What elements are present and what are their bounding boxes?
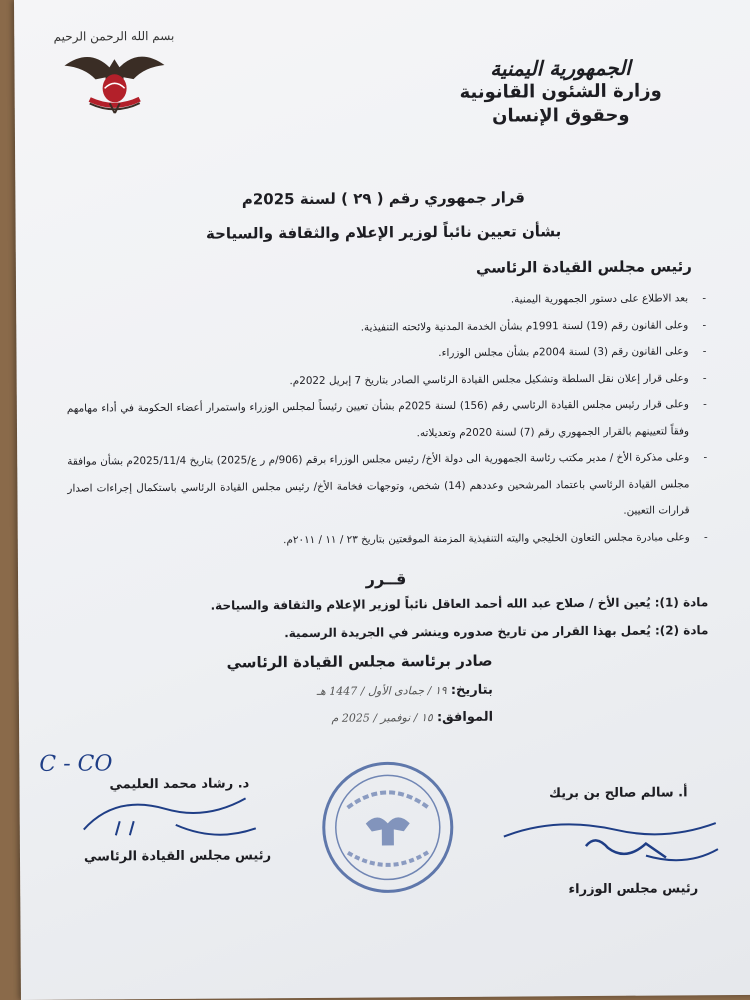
presidential-seal-stamp bbox=[317, 757, 458, 898]
preamble-list bbox=[66, 285, 708, 554]
decree-title: قرار جمهوري رقم ( ٢٩ ) لسنة 2025م bbox=[241, 188, 526, 209]
preamble-item: - وعلى مبادرة مجلس التعاون الخليجي واليته التنفيذية المزمنة الموقعتين بتاريخ ٢٣ / ١١ / ٢٠١١م. bbox=[68, 524, 708, 555]
yemen-eagle-emblem-icon bbox=[59, 43, 169, 114]
hijri-date-label: بتاريخ: bbox=[450, 682, 493, 698]
decree-subject: بشأن تعيين نائباً لوزير الإعلام والثقافة والسياحة bbox=[205, 222, 562, 243]
decides-heading: قــرر bbox=[365, 569, 407, 589]
preamble-item: - وعلى القانون رقم (3) لسنة 2004م بشأن مجلس الوزراء. bbox=[66, 338, 706, 369]
hijri-date-value: ١٩ / جمادى الأول / 1447 هـ bbox=[316, 683, 447, 698]
preamble-item: - وعلى مذكرة الأخ / مدير مكتب رئاسة الجمهورية الى دولة الأخ/ رئيس مجلس الوزراء برقم (906/م ر ع/2025) بتاريخ 2025/11/4م بشأن موافقة مجلس القيادة الرئاسي باعتماد المرشحين وعددهم (14) شخص، وتوجهات فخامة الأخ/ رئيس مجلس القيادة الرئاسي باستكمال إجراءات اصدار قرارات التعيين. bbox=[67, 444, 708, 528]
gregorian-date-value: ١٥ / نوفمبر / 2025 م bbox=[331, 711, 433, 725]
emblem-block bbox=[54, 29, 175, 118]
ministry-name-line1: وزارة الشئون القانونية bbox=[459, 80, 662, 103]
president-name: د. رشاد محمد العليمي bbox=[109, 776, 250, 793]
pm-title: رئيس مجلس الوزراء bbox=[568, 881, 699, 898]
republic-name: الجمهورية اليمنية bbox=[490, 55, 631, 81]
document-page bbox=[14, 0, 750, 1000]
pm-signature bbox=[496, 805, 726, 877]
article-2: مادة (2): يُعمل بهذا القرار من تاريخ صدوره وينشر في الجريدة الرسمية. bbox=[284, 623, 709, 641]
preamble-item: - وعلى القانون رقم (19) لسنة 1991م بشأن الخدمة المدنية ولائحته التنفيذية. bbox=[66, 312, 706, 343]
president-title: رئيس مجلس القيادة الرئاسي bbox=[83, 848, 272, 865]
gregorian-date-label: الموافق: bbox=[436, 709, 494, 726]
bismillah-text: بسم الله الرحمن الرحيم bbox=[53, 28, 175, 44]
preamble-item: - وعلى قرار رئيس مجلس القيادة الرئاسي رقم (156) لسنة 2025م بشأن تعيين رئيساً لمجلس الوزراء واستمرار أعضاء الحكومة في أداء مهامهم وفقاً لتعيينهم بالقرار الجمهوري رقم (7) لسنة 2020م وتعديلاته. bbox=[67, 391, 707, 448]
preamble-item: - بعد الاطلاع على دستور الجمهورية اليمنية. bbox=[66, 285, 706, 316]
issued-at: صادر برئاسة مجلس القيادة الرئاسي bbox=[226, 651, 493, 672]
ministry-header bbox=[430, 55, 690, 129]
pm-name: أ. سالم صالح بن بريك bbox=[549, 785, 688, 802]
handwritten-margin-note: C - CO bbox=[39, 751, 113, 777]
ministry-name-line2: وحقوق الإنسان bbox=[491, 104, 630, 127]
decree-dates bbox=[317, 683, 493, 738]
article-1: مادة (1): يُعين الأخ / صلاح عبد الله أحمد العاقل نائباً لوزير الإعلام والثقافة والسياحة. bbox=[210, 595, 709, 613]
preamble-item: - وعلى قرار إعلان نقل السلطة وتشكيل مجلس القيادة الرئاسي الصادر بتاريخ 7 إبريل 2022م. bbox=[67, 365, 707, 396]
president-signature bbox=[76, 788, 276, 849]
issuer-heading: رئيس مجلس القيادة الرئاسي bbox=[475, 257, 692, 277]
